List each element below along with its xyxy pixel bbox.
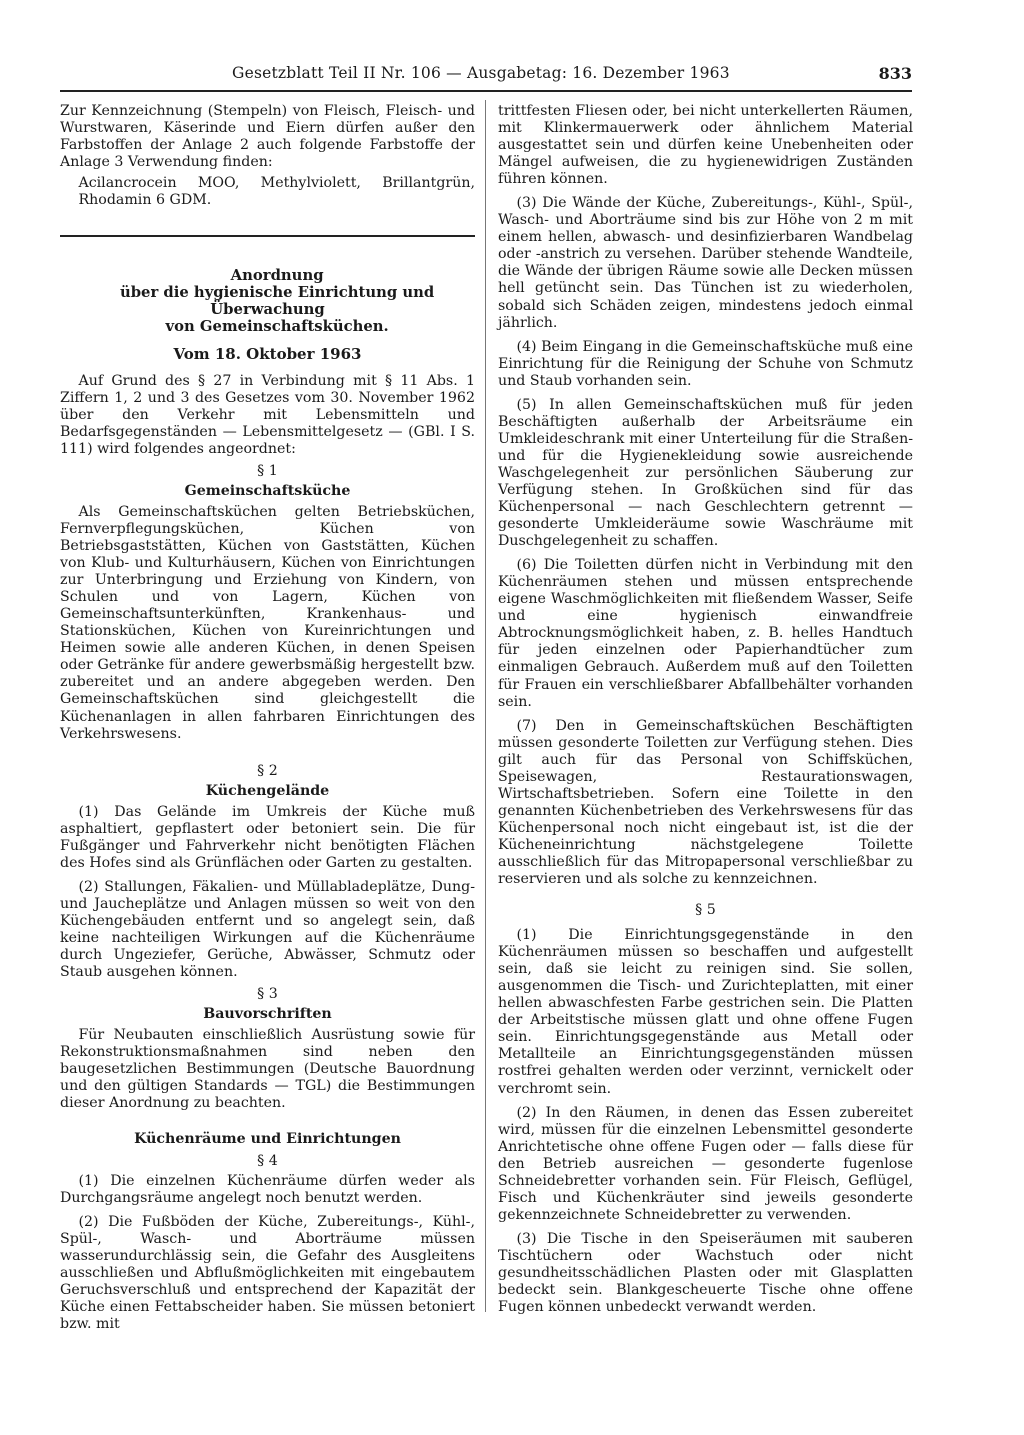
right-column xyxy=(498,103,913,1316)
left-column xyxy=(60,103,475,1333)
section-4-para-6: (6) Die Toiletten dürfen nicht in Verbindung mit den Küchenräumen stehen und müssen entsprechende eigene Waschmöglichkeiten mit fließendem Wasser, Seife und eine hygienisch einwandfreie Abtrocknungsmöglichkeit haben, z. B. helles Handtuch für jeden einzelnen oder Papierhandtücher zum einmaligen Gebrauch. Außerdem muß auf den Toiletten für Frauen ein verschließbarer Abfallbehälter vorhanden sein. xyxy=(498,557,913,710)
section-5-number: § 5 xyxy=(695,902,716,919)
section-4-para-3: (3) Die Wände der Küche, Zubereitungs-, Kühl-, Spül-, Wasch- und Aborträume sind bis zur Höhe von 2 m mit einem hellen, abwasch- und desinfizierbaren Wandbelag oder -anstrich zu versehen. Darüber stehende Wandteile, die Wände der übrigen Räume sowie alle Decken müssen hell getüncht sein. Das Tünchen ist zu wiederholen, sobald sich Schäden zeigen, mindestens jedoch einmal jährlich. xyxy=(498,195,913,331)
continued-paragraph: trittfesten Fliesen oder, bei nicht unterkellerten Räumen, mit Klinkermauerwerk oder ähnlichem Material ausgestattet sein und dürfen keine Unebenheiten oder Mängel aufweisen, die zu hygienewidrigen Zuständen führen können. xyxy=(498,103,913,188)
section-2-para-1: (1) Das Gelände im Umkreis der Küche muß asphaltiert, gepflastert oder betoniert sein. Die für Fußgänger und Fahrverkehr nicht benötigten Flächen des Hofes sind als Grünflächen oder Garten zu gestalten. xyxy=(60,803,475,871)
regulation-subtitle-2: von Gemeinschaftsküchen. xyxy=(165,318,389,336)
section-3-title: Bauvorschriften xyxy=(203,1006,332,1023)
page-number: 833 xyxy=(878,64,912,83)
section-2-para-2: (2) Stallungen, Fäkalien- und Müllabladeplätze, Dung- und Jaucheplätze und Anlagen müssen so weit von den Küchengebäuden entfernt und so angelegt sein, daß keine nachteiligen Wirkungen auf die Küchenräume durch Ungeziefer, Gerüche, Abwässer, Schmutz oder Staub ausgehen können. xyxy=(60,878,475,981)
column-divider xyxy=(485,100,486,1312)
section-4-para-2: (2) Die Fußböden der Küche, Zubereitungs-, Kühl-, Spül-, Wasch- und Aborträume müssen wasserundurchlässig sein, die Gefahr des Ausgleitens ausschließen und Abflußmöglichkeiten mit eingebautem Geruchsverschluß und entsprechend der Kapazität der Küche einen Fettabscheider haben. Sie müssen betoniert bzw. mit xyxy=(60,1213,475,1332)
section-4-para-5: (5) In allen Gemeinschaftsküchen muß für jeden Beschäftigten außerhalb der Arbeitsräume ein Umkleideschrank mit einer Unterteilung für die Straßen- und für die Hygienekleidung sowie ausreichende Waschgelegenheit zur persönlichen Säuberung zur Verfügung stehen. In Großküchen sind für das Küchenpersonal — nach Geschlechtern getrennt — gesonderte Umkleideräume sowie Waschräume mit Duschgelegenheit zu schaffen. xyxy=(498,396,913,550)
header-rule xyxy=(60,90,912,92)
section-4-number: § 4 xyxy=(257,1152,278,1169)
section-5-para-2: (2) In den Räumen, in denen das Essen zubereitet wird, müssen für die einzelnen Lebensmittel gesonderte Anrichtetische ohne offene Fugen oder — falls diese für den Betrieb ausreichen — gesonderte fugenlose Schneidebretter vorhanden sein. Für Fleisch, Geflügel, Fisch und Küchenkräuter sind jeweils gesonderte gekennzeichnete Schneidebretter zu verwenden. xyxy=(498,1104,913,1223)
section-5-para-3: (3) Die Tische in den Speiseräumen mit sauberen Tischtüchern oder Wachstuch oder nicht gesundheitsschädlichen Plasten oder mit Glasplatten bedeckt sein. Blankgescheuerte Tische ohne offene Fugen können unbedeckt verwandt werden. xyxy=(498,1230,913,1316)
section-1-number: § 1 xyxy=(257,462,278,479)
section-4-para-7: (7) Den in Gemeinschaftsküchen Beschäftigten müssen gesonderte Toiletten zur Verfügung stehen. Dies gilt auch für das Personal von Schiffsküchen, Speisewagen, Restaurationswagen, Wirtschaftsbetrieben. Sofern eine Toilette in den genannten Küchenbetrieben des Verkehrswesens für das Küchenpersonal noch nicht eingebaut ist, ist die der Kücheneinrichtung nächstgelegene Toilette ausschließlich für das Mitropapersonal verschließbar zu reservieren und als solche zu kennzeichnen. xyxy=(498,717,913,888)
preamble: Auf Grund des § 27 in Verbindung mit § 11 Abs. 1 Ziffern 1, 2 und 3 des Gesetzes vom 30. November 1962 über den Verkehr mit Lebensmitteln und Bedarfsgegenständen — Lebensmittelgesetz — (GBl. I S. 111) wird folgendes angeordnet: xyxy=(60,372,475,457)
section-4-para-1: (1) Die einzelnen Küchenräume dürfen weder als Durchgangsräume angelegt noch benutzt werden. xyxy=(60,1172,475,1206)
section-2-number: § 2 xyxy=(257,762,278,779)
section-3-number: § 3 xyxy=(257,986,278,1003)
section-1-title: Gemeinschaftsküche xyxy=(184,482,351,499)
regulation-date: Vom 18. Oktober 1963 xyxy=(173,344,362,363)
section-5-para-1: (1) Die Einrichtungsgegenstände in den Küchenräumen müssen so beschaffen und aufgestellt sein, daß sie leicht zu reinigen sind. Sie sollen, ausgenommen die Tisch- und Zurichteplatten, mit einer hellen abwaschfesten Farbe gestrichen sein. Die Platten der Arbeitstische müssen glatt und ohne offene Fugen sein. Einrichtungsgegenstände aus Metall oder Metallteile an Einrichtungsgegenständen müssen rostfrei gehalten werden oder verzinnt, vernickelt oder verchromt sein. xyxy=(498,927,913,1097)
section-4-para-4: (4) Beim Eingang in die Gemeinschaftsküche muß eine Einrichtung für die Reinigung der Schuhe von Schmutz und Staub vorhanden sein. xyxy=(498,338,913,389)
page-header xyxy=(60,58,912,88)
regulation-subtitle-1: über die hygienische Einrichtung und Überwachung xyxy=(119,283,435,319)
regulation-title: Anordnung xyxy=(230,266,324,284)
section-2-title: Küchengelände xyxy=(205,782,330,799)
intro-paragraph: Zur Kennzeichnung (Stempeln) von Fleisch, Fleisch- und Wurstwaren, Käserinde und Eiern dürfen außer den Farbstoffen der Anlage 2 auch folgende Farbstoffe der Anlage 3 Verwendung finden: xyxy=(60,103,475,171)
section-3-text: Für Neubauten einschließlich Ausrüstung sowie für Rekonstruktionsmaßnahmen sind neben den baugesetzlichen Bestimmungen (Deutsche Bauordnung und den gültigen Standards — TGL) die Bestimmungen dieser Anordnung zu beachten. xyxy=(60,1027,475,1112)
section-rule xyxy=(60,235,475,237)
running-header: Gesetzblatt Teil II Nr. 106 — Ausgabetag: 16. Dezember 1963 xyxy=(232,64,730,82)
section-heading-kitchen-rooms: Küchenräume und Einrichtungen xyxy=(134,1130,401,1147)
dye-list: Acilancrocein MOO, Methylviolett, Brillantgrün, Rhodamin 6 GDM. xyxy=(78,175,475,209)
section-1-text: Als Gemeinschaftsküchen gelten Betriebsküchen, Fernverpflegungsküchen, Küchen von Betriebsgaststätten, Küchen von Gaststätten, Küchen von Klub- und Kulturhäusern, Küchen von Einrichtungen zur Unterbringung und Erziehung von Kindern, von Schulen und von Lagern, Küchen von Gemeinschaftsunterkünften, Krankenhaus- und Stationsküchen, Küchen von Kureinrichtungen und Heimen sowie alle anderen Küchen, in denen Speisen oder Getränke für andere gewerbsmäßig hergestellt bzw. zubereitet und an andere abgegeben werden. Den Gemeinschaftsküchen sind gleichgestellt die Küchenanlagen in allen fahrbaren Einrichtungen des Verkehrswesens. xyxy=(60,503,475,742)
